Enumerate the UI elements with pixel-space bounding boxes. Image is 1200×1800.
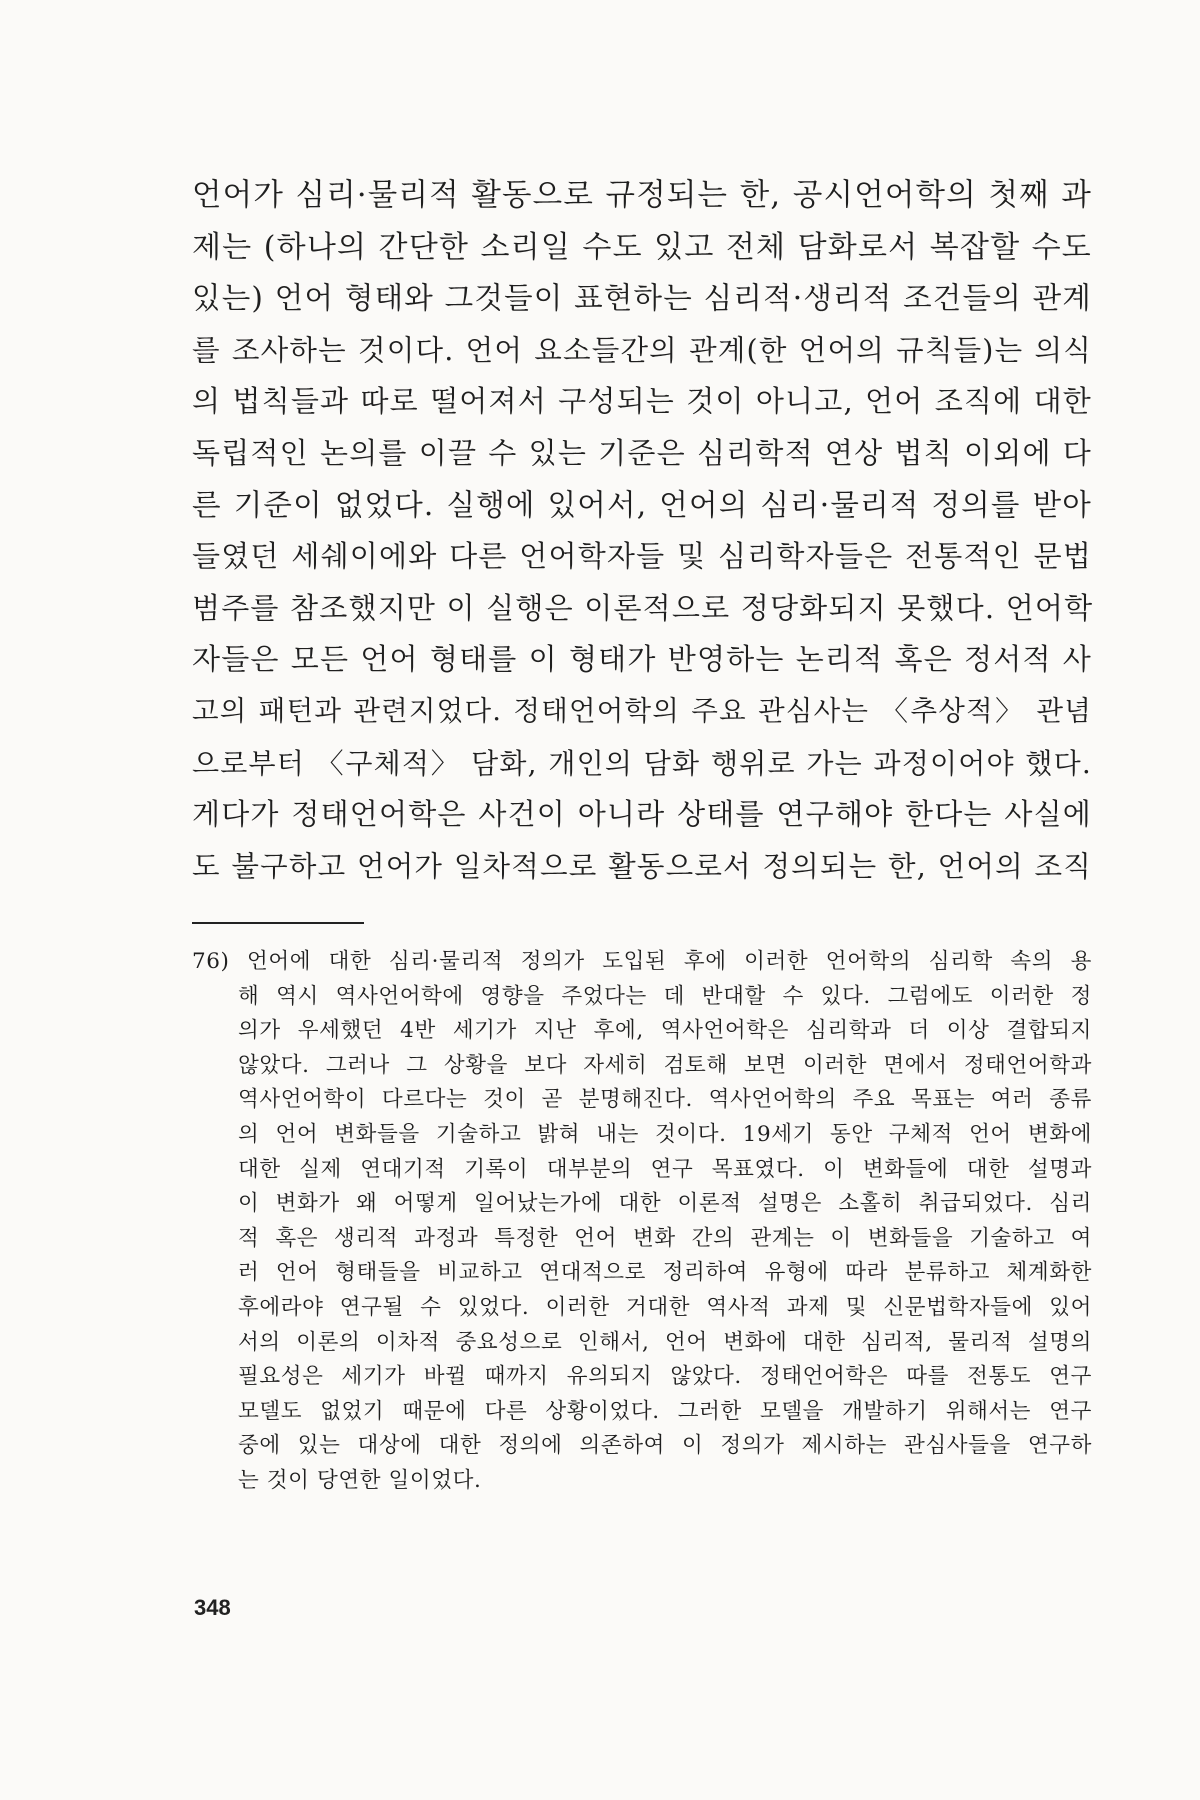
footnote-line: 모델도 없었기 때문에 다른 상황이었다. 그러한 모델을 개발하기 위해서는 연구	[238, 1398, 1092, 1424]
body-line: 제는 (하나의 간단한 소리일 수도 있고 전체 담화로서 복잡할 수도	[192, 229, 1092, 265]
footnote-line: 의 언어 변화들을 기술하고 밝혀 내는 것이다. 19세기 동안 구체적 언어 변화에	[238, 1121, 1092, 1147]
footnote-line: 후에라야 연구될 수 있었다. 이러한 거대한 역사적 과제 및 신문법학자들에 있어	[238, 1294, 1092, 1320]
body-line: 를 조사하는 것이다. 언어 요소들간의 관계(한 언어의 규칙들)는 의식	[192, 333, 1092, 367]
body-paragraph	[192, 170, 1092, 892]
body-line: 의 법칙들과 따로 떨어져서 구성되는 것이 아니고, 언어 조직에 대한	[192, 384, 1092, 419]
footnote-line: 필요성은 세기가 바뀔 때까지 유의되지 않았다. 정태언어학은 따를 전통도 연구	[238, 1364, 1092, 1390]
footnote-line: 이 변화가 왜 어떻게 일어났는가에 대한 이론적 설명은 소홀히 취급되었다. 심리	[238, 1191, 1092, 1217]
body-line: 있는) 언어 형태와 그것들이 표현하는 심리적·생리적 조건들의 관계	[192, 281, 1092, 316]
footnote-line: 대한 실제 연대기적 기록이 대부분의 연구 목표였다. 이 변화들에 대한 설명과	[238, 1156, 1092, 1182]
body-line: 도 불구하고 언어가 일차적으로 활동으로서 정의되는 한, 언어의 조직	[192, 849, 1092, 883]
footnote-line: 서의 이론의 이차적 중요성으로 인해서, 언어 변화에 대한 심리적, 물리적 설명의	[238, 1329, 1092, 1355]
footnote-line: 는 것이 당연한 일이었다.	[238, 1467, 482, 1493]
footnote-line: 역사언어학이 다르다는 것이 곧 분명해진다. 역사언어학의 주요 목표는 여러 종류	[238, 1087, 1092, 1113]
footnote-line: 76) 언어에 대한 심리·물리적 정의가 도입된 후에 이러한 언어학의 심리학 속의 용	[192, 949, 1092, 974]
body-line: 자들은 모든 언어 형태를 이 형태가 반영하는 논리적 혹은 정서적 사	[192, 642, 1092, 677]
footnote-line: 않았다. 그러나 그 상황을 보다 자세히 검토해 보면 이러한 면에서 정태언어학과	[238, 1052, 1092, 1078]
footnote-divider	[192, 922, 364, 924]
footnote-line: 해 역시 역사언어학에 영향을 주었다는 데 반대할 수 있다. 그럼에도 이러한 정	[238, 983, 1092, 1009]
footnote-line: 중에 있는 대상에 대한 정의에 의존하여 이 정의가 제시하는 관심사들을 연구하	[238, 1433, 1092, 1459]
body-line: 언어가 심리·물리적 활동으로 규정되는 한, 공시언어학의 첫째 과	[192, 178, 1092, 213]
body-line: 른 기준이 없었다. 실행에 있어서, 언어의 심리·물리적 정의를 받아	[192, 487, 1092, 522]
body-line: 들였던 세쉐이에와 다른 언어학자들 및 심리학자들은 전통적인 문법	[192, 539, 1092, 574]
footnote-76	[192, 945, 1092, 1499]
body-line: 범주를 참조했지만 이 실행은 이론적으로 정당화되지 못했다. 언어학	[192, 590, 1094, 625]
body-line: 으로부터 〈구체적〉 담화, 개인의 담화 행위로 가는 과정이어야 했다.	[192, 746, 1092, 780]
body-line: 독립적인 논의를 이끌 수 있는 기준은 심리학적 연상 법칙 이외에 다	[192, 435, 1092, 470]
page-number: 348	[194, 1595, 231, 1620]
body-line: 게다가 정태언어학은 사건이 아니라 상태를 연구해야 한다는 사실에	[192, 797, 1092, 832]
footnote-line: 의가 우세했던 4반 세기가 지난 후에, 역사언어학은 심리학과 더 이상 결합되지	[238, 1018, 1092, 1044]
footnote-line: 러 언어 형태들을 비교하고 연대적으로 정리하여 유형에 따라 분류하고 체계화한	[238, 1260, 1092, 1286]
footnote-line: 적 혹은 생리적 과정과 특정한 언어 변화 간의 관계는 이 변화들을 기술하고 여	[238, 1225, 1092, 1251]
body-line: 고의 패턴과 관련지었다. 정태언어학의 주요 관심사는 〈추상적〉 관념	[192, 694, 1092, 727]
